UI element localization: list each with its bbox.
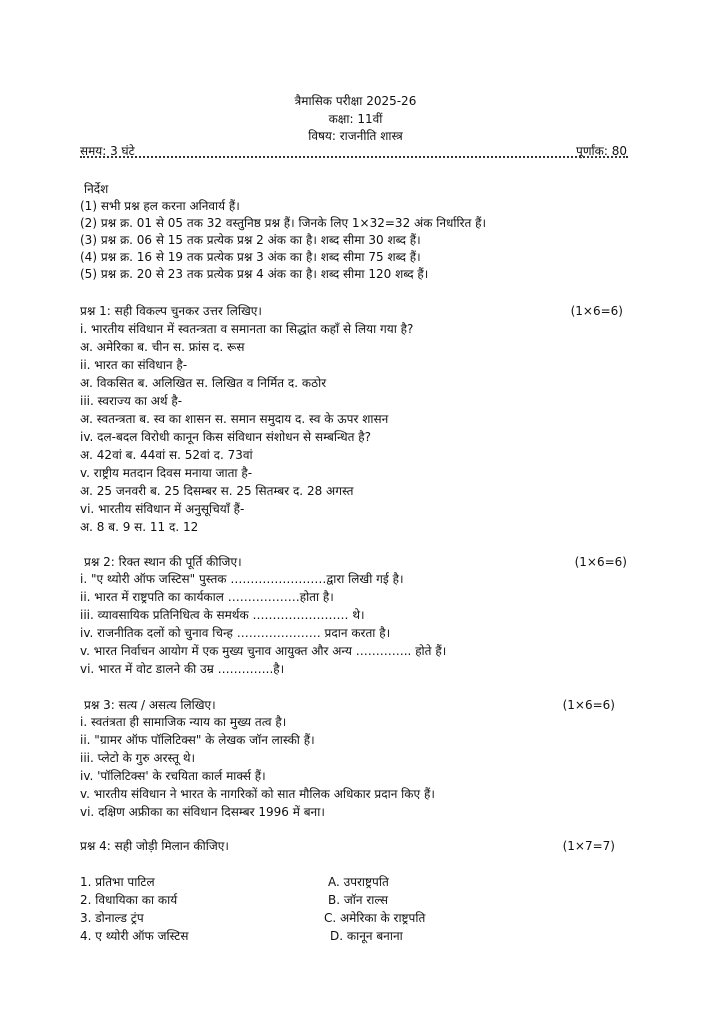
class-label: कक्षा: 11वीं bbox=[328, 112, 383, 126]
q1-line: अ. अमेरिका ब. चीन स. फ्रांस द. रूस bbox=[80, 340, 245, 354]
q3-line: v. भारतीय संविधान ने भारत के नागरिकों को सात मौलिक अधिकार प्रदान किए हैं। bbox=[80, 787, 435, 801]
q1-line: iv. दल-बदल विरोधी कानून किस संविधान संशोधन से सम्बन्धित है? bbox=[80, 430, 372, 444]
instruction-item: (4) प्रश्न क्र. 16 से 19 तक प्रत्येक प्रश्न 3 अंक का है। शब्द सीमा 75 शब्द हैं। bbox=[80, 250, 421, 264]
instruction-item: (3) प्रश्न क्र. 06 से 15 तक प्रत्येक प्रश्न 2 अंक का है। शब्द सीमा 30 शब्द हैं। bbox=[80, 233, 421, 247]
subject-label: विषय: राजनीति शास्त्र bbox=[308, 129, 403, 143]
q2-line: ii. भारत में राष्ट्रपति का कार्यकाल ………………होता है। bbox=[80, 590, 334, 604]
q2-line: vi. भारत में वोट डालने की उम्र …………..है। bbox=[80, 662, 285, 676]
match-right-item: B. जॉन राल्स bbox=[328, 893, 389, 907]
match-right-item: A. उपराष्ट्रपति bbox=[328, 875, 389, 889]
match-left-item: 2. विधायिका का कार्य bbox=[80, 893, 178, 907]
exam-title: त्रैमासिक परीक्षा 2025-26 bbox=[294, 94, 417, 108]
q1-line: ii. भारत का संविधान है- bbox=[80, 358, 188, 372]
q1-line: अ. स्वतन्त्रता ब. स्व का शासन स. समान समुदाय द. स्व के ऊपर शासन bbox=[80, 412, 389, 426]
q2-line: iii. व्यावसायिक प्रतिनिधित्व के समर्थक …………………… थे। bbox=[80, 608, 365, 622]
q1-line: अ. 8 ब. 9 स. 11 द. 12 bbox=[80, 520, 199, 534]
q1-line: v. राष्ट्रीय मतदान दिवस मनाया जाता है- bbox=[80, 466, 253, 480]
q1-line: iii. स्वराज्य का अर्थ है- bbox=[80, 394, 183, 408]
match-left-item: 1. प्रतिभा पाटिल bbox=[80, 875, 155, 889]
match-left-item: 4. ए थ्योरी ऑफ जस्टिस bbox=[80, 929, 189, 943]
q2-line: v. भारत निर्वाचन आयोग में एक मुख्य चुनाव आयुक्त और अन्य ………….. होते हैं। bbox=[80, 644, 447, 658]
q4-marks: (1×7=7) bbox=[562, 839, 615, 853]
match-right-item: D. कानून बनाना bbox=[330, 929, 403, 943]
instruction-item: (2) प्रश्न क्र. 01 से 05 तक 32 वस्तुनिष्ठ प्रश्न हैं। जिनके लिए 1×32=32 अंक निर्धारित हैं। bbox=[80, 216, 487, 230]
q2-line: i. "ए थ्योरी ऑफ जस्टिस" पुस्तक ……………………द्वारा लिखी गई है। bbox=[80, 572, 404, 586]
q3-line: vi. दक्षिण अफ्रीका का संविधान दिसम्बर 1996 में बना। bbox=[80, 805, 325, 819]
q1-title: प्रश्न 1: सही विकल्प चुनकर उत्तर लिखिए। bbox=[80, 304, 262, 318]
q4-title: प्रश्न 4: सही जोड़ी मिलान कीजिए। bbox=[80, 839, 229, 853]
match-left-item: 3. डोनाल्ड ट्रंप bbox=[80, 911, 144, 925]
q2-marks: (1×6=6) bbox=[574, 555, 627, 569]
q3-line: iv. 'पॉलिटिक्स' के रचयिता कार्ल मार्क्स हैं। bbox=[80, 769, 266, 783]
max-marks-label: पूर्णांक: 80 bbox=[576, 144, 627, 158]
instruction-item: (1) सभी प्रश्न हल करना अनिवार्य हैं। bbox=[80, 199, 240, 213]
q1-line: अ. 25 जनवरी ब. 25 दिसम्बर स. 25 सितम्बर द. 28 अगस्त bbox=[80, 484, 354, 498]
q3-line: i. स्वतंत्रता ही सामाजिक न्याय का मुख्य तत्व है। bbox=[80, 715, 287, 729]
q1-line: अ. 42वां ब. 44वां स. 52वां द. 73वां bbox=[80, 448, 253, 462]
q3-line: ii. "ग्रामर ऑफ पॉलिटिक्स" के लेखक जॉन लास्की हैं। bbox=[80, 733, 315, 747]
match-right-item: C. अमेरिका के राष्ट्रपति bbox=[324, 911, 426, 925]
q1-line: अ. विकसित ब. अलिखित स. लिखित व निर्मित द. कठोर bbox=[80, 376, 327, 390]
q3-title: प्रश्न 3: सत्य / असत्य लिखिए। bbox=[84, 698, 216, 712]
q3-marks: (1×6=6) bbox=[562, 698, 615, 712]
header-divider bbox=[80, 156, 628, 160]
instructions-heading: निर्देश bbox=[84, 182, 109, 196]
q2-line: iv. राजनीतिक दलों को चुनाव चिन्ह ………………… प्रदान करता है। bbox=[80, 626, 391, 640]
q1-line: i. भारतीय संविधान में स्वतन्त्रता व समानता का सिद्धांत कहाँ से लिया गया है? bbox=[80, 322, 414, 336]
instruction-item: (5) प्रश्न क्र. 20 से 23 तक प्रत्येक प्रश्न 4 अंक का है। शब्द सीमा 120 शब्द हैं। bbox=[80, 267, 429, 281]
q3-line: iii. प्लेटो के गुरु अरस्तू थे। bbox=[80, 751, 196, 765]
q1-marks: (1×6=6) bbox=[570, 304, 623, 318]
time-label: समय: 3 घंटे bbox=[80, 144, 135, 158]
q1-line: vi. भारतीय संविधान में अनुसूचियाँ हैं- bbox=[80, 502, 245, 516]
q2-title: प्रश्न 2: रिक्त स्थान की पूर्ति कीजिए। bbox=[84, 555, 242, 569]
